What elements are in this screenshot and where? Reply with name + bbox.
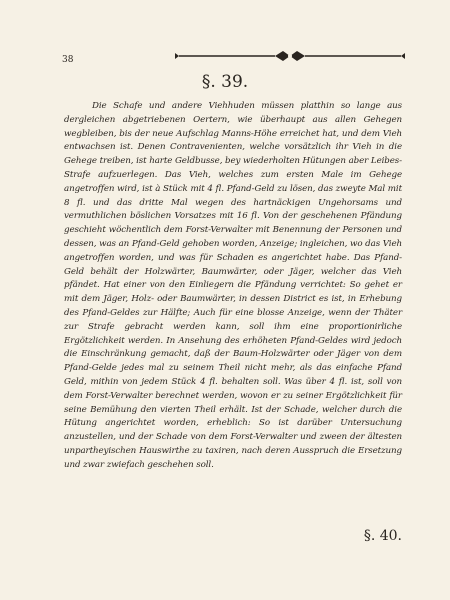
next-section-heading: §. 40. [363,528,402,544]
decorative-rule-ornament [175,48,405,64]
body-paragraph [64,100,402,473]
page-number: 38 [62,55,74,65]
paragraph-text: Die Schafe und andere Viehhuden müssen platthin so lange aus dergleichen abgetriebenen Oertern, wie überhaupt aus allen Gehegen wegbleiben, bis der neue Aufschlag Manns-Höhe erreichet hat, und dem Vieh entwachsen ist. Denen Contravenienten, welche vorsätzlich ihr Vieh in die Gehege treiben, ist harte Geldbusse, bey wiederholten Hütungen aber Leibes-Strafe aufzuerlegen. Das Vieh, welches zum ersten Male im Gehege angetroffen wird, ist à Stück mit 4 fl. Pfand-Geld zu lösen, das zweyte Mal mit 8 fl. und das dritte Mal wegen des hartnäckigen Ungehorsams und vermuthlichen böslichen Vorsatzes mit 16 fl. Von der geschehenen Pfändung geschieht wöchentlich dem Forst-Verwalter mit Benennung der Personen und dessen, was an Pfand-Geld gehoben worden, Anzeige; ingleichen, wo das Vieh angetroffen worden, und was für Schaden es angerichtet habe. Das Pfand-Geld behält der Holzwärter, Baumwärter, oder Jäger, welcher das Vieh pfändet. Hat einer von den Einliegern die Pfändung verrichtet: So gehet er mit dem Jäger, Holz- oder Baumwärter, in dessen District es ist, in Erhebung des Pfand-Geldes zur Hälfte; Auch für eine blosse Anzeige, wenn der Thäter zur Strafe gebracht werden kann, soll ihm eine proportionirliche Ergötzlichkeit werden. In Ansehung des erhöheten Pfand-Geldes wird jedoch die Einschränkung gemacht, daß der Baum-Holzwärter oder Jäger von dem Pfand-Gelde jedes mal zu seinem Theil nicht mehr, als das einfache Pfand Geld, mithin von jedem Stück 4 fl. behalten soll. Was über 4 fl. ist, soll von dem Forst-Verwalter berechnet werden, wovon er zu seiner Ergötzlichkeit für seine Bemühung den vierten Theil erhält. Ist der Schade, welcher durch die Hütung angerichtet worden, erheblich: So ist darüber Untersuchung anzustellen, und der Schade von dem Forst-Verwalter und zween der ältesten unpartheyischen Hauswirthe zu taxiren, nach deren Ausspruch die Ersetzung und zwar zwiefach geschehen soll. [64,101,402,470]
section-heading: §. 39. [201,72,249,92]
